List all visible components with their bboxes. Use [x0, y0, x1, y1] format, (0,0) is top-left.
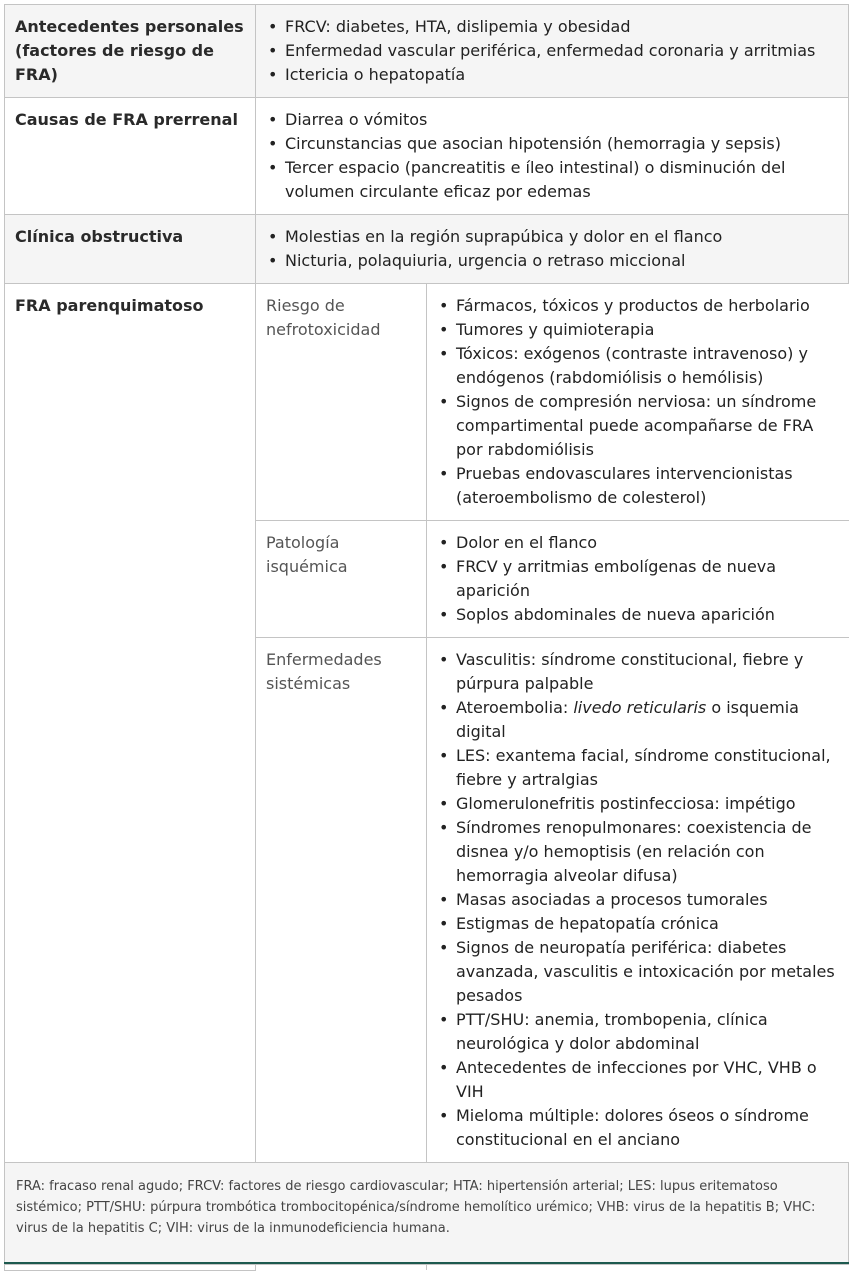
row-category: FRA parenquimatoso: [5, 284, 256, 1271]
bullet-list: [266, 15, 838, 87]
row-items-cell: [256, 5, 849, 98]
list-item: • Estigmas de hepatopatía crónica: [437, 912, 839, 936]
subrow-label: Enfermedades sistémicas: [256, 638, 427, 1271]
bullet-list: [437, 531, 839, 627]
bullet-list: [437, 648, 839, 1152]
table-row: [5, 284, 849, 1271]
bullet-icon: •: [439, 698, 449, 717]
list-item: • FRCV y arritmias embolígenas de nueva aparición: [439, 557, 777, 600]
bullet-icon: •: [439, 1106, 449, 1125]
list-item: • Tercer espacio (pancreatitis e íleo intestinal) o disminución del volumen circulante eficaz por edemas: [268, 158, 786, 201]
list-item: • Signos de neuropatía periférica: diabetes avanzada, vasculitis e intoxicación por metales pesados: [439, 938, 835, 1005]
bullet-icon: •: [268, 65, 278, 84]
bullet-icon: •: [268, 17, 278, 36]
list-item: • Ictericia o hepatopatía: [266, 63, 838, 87]
list-item: • Pruebas endovasculares intervencionistas (ateroembolismo de colesterol): [439, 464, 793, 507]
subtable-row: [256, 284, 849, 521]
bullet-list: [437, 294, 839, 510]
bullet-icon: •: [439, 464, 449, 483]
bullet-icon: •: [439, 794, 449, 813]
emphasized-term: livedo reticularis: [573, 698, 707, 717]
list-item: • LES: exantema facial, síndrome constitucional, fiebre y artralgias: [439, 746, 831, 789]
bottom-divider: [4, 1262, 849, 1264]
list-item: • FRCV: diabetes, HTA, dislipemia y obesidad: [266, 15, 838, 39]
list-item: • Fármacos, tóxicos y productos de herbolario: [437, 294, 839, 318]
list-item: • Mieloma múltiple: dolores óseos o síndrome constitucional en el anciano: [439, 1106, 809, 1149]
bullet-icon: •: [439, 650, 449, 669]
list-item: • Nicturia, polaquiuria, urgencia o retraso miccional: [266, 249, 838, 273]
bullet-icon: •: [268, 110, 278, 129]
subtable: [256, 284, 849, 1270]
clinical-table-body: [5, 5, 849, 1271]
subrow-items-cell: [427, 284, 849, 521]
bullet-icon: •: [268, 134, 278, 153]
list-item: • Molestias en la región suprapúbica y dolor en el flanco: [266, 225, 838, 249]
bullet-icon: •: [439, 605, 449, 624]
subtable-row: [256, 521, 849, 638]
bullet-list: [266, 108, 838, 204]
list-item: • Ateroembolia: livedo reticularis o isquemia digital: [439, 698, 799, 741]
subtable-cell: [256, 284, 849, 1271]
bullet-icon: •: [439, 557, 449, 576]
bullet-icon: •: [268, 158, 278, 177]
row-items-cell: [256, 98, 849, 215]
list-item: • Vasculitis: síndrome constitucional, fiebre y púrpura palpable: [439, 650, 804, 693]
bullet-icon: •: [439, 296, 449, 315]
bullet-icon: •: [439, 746, 449, 765]
list-item: • Tóxicos: exógenos (contraste intravenoso) y endógenos (rabdomiólisis o hemólisis): [439, 344, 808, 387]
list-item: • Glomerulonefritis postinfecciosa: impétigo: [437, 792, 839, 816]
subrow-label: Patología isquémica: [256, 521, 427, 638]
list-item: • Enfermedad vascular periférica, enfermedad coronaria y arritmias: [266, 39, 838, 63]
bullet-icon: •: [439, 914, 449, 933]
list-item: • PTT/SHU: anemia, trombopenia, clínica neurológica y dolor abdominal: [439, 1010, 768, 1053]
subrow-label: Riesgo de nefrotoxicidad: [256, 284, 427, 521]
bullet-icon: •: [268, 227, 278, 246]
table-row: [5, 98, 849, 215]
list-item: • Tumores y quimioterapia: [437, 318, 839, 342]
row-category: Antecedentes personales (factores de riesgo de FRA): [5, 5, 256, 98]
bullet-icon: •: [268, 251, 278, 270]
bullet-icon: •: [439, 344, 449, 363]
bullet-icon: •: [268, 41, 278, 60]
bullet-icon: •: [439, 392, 449, 411]
bullet-icon: •: [439, 1058, 449, 1077]
bullet-list: [266, 225, 838, 273]
row-items-cell: [256, 215, 849, 284]
table-row: [5, 5, 849, 98]
list-item: • Soplos abdominales de nueva aparición: [437, 603, 839, 627]
bullet-icon: •: [439, 890, 449, 909]
bullet-icon: •: [439, 533, 449, 552]
subrow-items-cell: [427, 521, 849, 638]
row-category: Causas de FRA prerrenal: [5, 98, 256, 215]
bullet-icon: •: [439, 938, 449, 957]
list-item: • Síndromes renopulmonares: coexistencia de disnea y/o hemoptisis (en relación con hemorragia alveolar difusa): [439, 818, 812, 885]
list-item: • Antecedentes de infecciones por VHC, VHB o VIH: [439, 1058, 817, 1101]
table-row: [5, 215, 849, 284]
list-item: • Signos de compresión nerviosa: un síndrome compartimental puede acompañarse de FRA por rabdomiólisis: [439, 392, 817, 459]
list-item: • Diarrea o vómitos: [266, 108, 838, 132]
row-category: Clínica obstructiva: [5, 215, 256, 284]
bullet-icon: •: [439, 1010, 449, 1029]
list-item: • Dolor en el flanco: [437, 531, 839, 555]
list-item: • Masas asociadas a procesos tumorales: [437, 888, 839, 912]
list-item: • Circunstancias que asocian hipotensión (hemorragia y sepsis): [266, 132, 838, 156]
bullet-icon: •: [439, 818, 449, 837]
table-footnote: FRA: fracaso renal agudo; FRCV: factores de riesgo cardiovascular; HTA: hipertensión arterial; LES: lupus eritematoso sistémico; PTT/SHU: púrpura trombótica trombocitopénica/síndrome hemolítico urémico; VHB: virus de la hepatitis B; VHC: virus de la hepatitis C; VIH: virus de la inmunodeficiencia humana.: [4, 1162, 849, 1265]
clinical-table: [4, 4, 849, 1271]
bullet-icon: •: [439, 320, 449, 339]
